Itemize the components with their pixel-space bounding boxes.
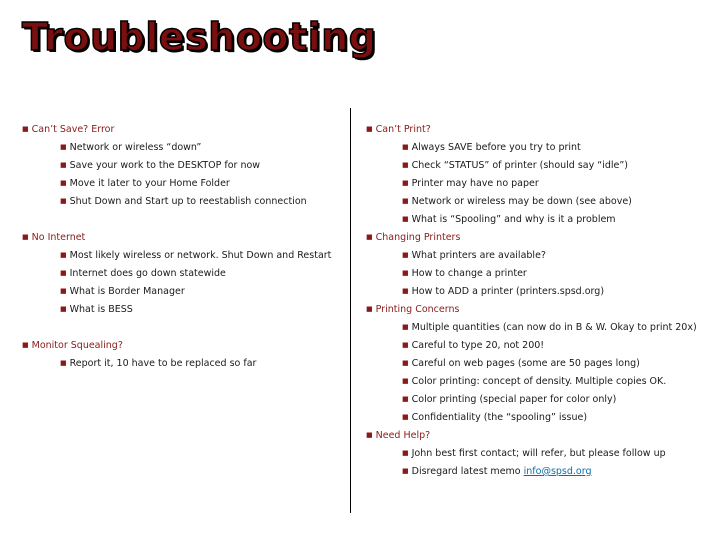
right-section-heading-cant-print: ■ Can’t Print? (366, 124, 431, 135)
bullet-icon: ■ (402, 143, 409, 151)
bullet-icon: ■ (60, 305, 67, 313)
bullet-icon: ■ (366, 431, 373, 439)
bullet-icon: ■ (366, 305, 373, 313)
list-item: ■ What printers are available? (402, 250, 546, 261)
list-item: ■ Printer may have no paper (402, 178, 539, 189)
list-item: ■ Internet does go down statewide (60, 268, 226, 279)
left-section-heading-monitor-squealing: ■ Monitor Squealing? (22, 340, 123, 351)
bullet-icon: ■ (402, 341, 409, 349)
bullet-icon: ■ (60, 269, 67, 277)
bullet-icon: ■ (60, 179, 67, 187)
right-section-heading-printing-concerns: ■ Printing Concerns (366, 304, 460, 315)
bullet-icon: ■ (402, 287, 409, 295)
bullet-icon: ■ (402, 449, 409, 457)
bullet-icon: ■ (402, 179, 409, 187)
list-item: ■ Save your work to the DESKTOP for now (60, 160, 261, 171)
bullet-icon: ■ (402, 467, 409, 475)
bullet-icon: ■ (60, 143, 67, 151)
bullet-icon: ■ (402, 377, 409, 385)
bullet-icon: ■ (22, 341, 29, 349)
bullet-icon: ■ (402, 215, 409, 223)
right-section-heading-changing-printers: ■ Changing Printers (366, 232, 461, 243)
list-item: ■ Multiple quantities (can now do in B & W. Okay to print 20x) (402, 322, 697, 333)
list-item: ■ Always SAVE before you try to print (402, 142, 581, 153)
page-title: Troubleshooting (22, 15, 377, 59)
bullet-icon: ■ (60, 197, 67, 205)
list-item: ■ John best first contact; will refer, but please follow up (402, 448, 666, 459)
list-item: ■ How to ADD a printer (printers.spsd.org) (402, 286, 605, 297)
list-item: ■ Careful on web pages (some are 50 pages long) (402, 358, 640, 369)
left-section-heading-cant-save: ■ Can’t Save? Error (22, 124, 115, 135)
list-item: ■ Move it later to your Home Folder (60, 178, 230, 189)
list-item: ■ What is BESS (60, 304, 133, 315)
bullet-icon: ■ (402, 395, 409, 403)
list-item: ■ Color printing: concept of density. Multiple copies OK. (402, 376, 667, 387)
email-link[interactable]: info@spsd.org (523, 466, 592, 477)
list-item: ■ Shut Down and Start up to reestablish connection (60, 196, 307, 207)
list-item: ■ Network or wireless may be down (see above) (402, 196, 632, 207)
bullet-icon: ■ (366, 233, 373, 241)
bullet-icon: ■ (402, 161, 409, 169)
list-item: ■ What is Border Manager (60, 286, 185, 297)
bullet-icon: ■ (402, 197, 409, 205)
left-section-heading-no-internet: ■ No Internet (22, 232, 86, 243)
list-item: ■ What is “Spooling” and why is it a problem (402, 214, 616, 225)
bullet-icon: ■ (60, 287, 67, 295)
bullet-icon: ■ (366, 125, 373, 133)
list-item: ■ Report it, 10 have to be replaced so far (60, 358, 257, 369)
list-item: ■ Most likely wireless or network. Shut Down and Restart (60, 250, 332, 261)
bullet-icon: ■ (60, 251, 67, 259)
bullet-icon: ■ (60, 161, 67, 169)
list-item: ■ Check “STATUS” of printer (should say “idle”) (402, 160, 628, 171)
list-item: ■ Network or wireless “down” (60, 142, 202, 153)
right-section-heading-need-help: ■ Need Help? (366, 430, 431, 441)
bullet-icon: ■ (22, 125, 29, 133)
bullet-icon: ■ (402, 323, 409, 331)
list-item: ■ Color printing (special paper for color only) (402, 394, 617, 405)
bullet-icon: ■ (402, 269, 409, 277)
column-divider (350, 108, 351, 513)
list-item: ■ Disregard latest memo info@spsd.org (402, 466, 592, 477)
list-item: ■ Careful to type 20, not 200! (402, 340, 545, 351)
bullet-icon: ■ (402, 251, 409, 259)
bullet-icon: ■ (402, 413, 409, 421)
bullet-icon: ■ (22, 233, 29, 241)
bullet-icon: ■ (402, 359, 409, 367)
list-item: ■ How to change a printer (402, 268, 527, 279)
bullet-icon: ■ (60, 359, 67, 367)
list-item: ■ Confidentiality (the “spooling” issue) (402, 412, 588, 423)
